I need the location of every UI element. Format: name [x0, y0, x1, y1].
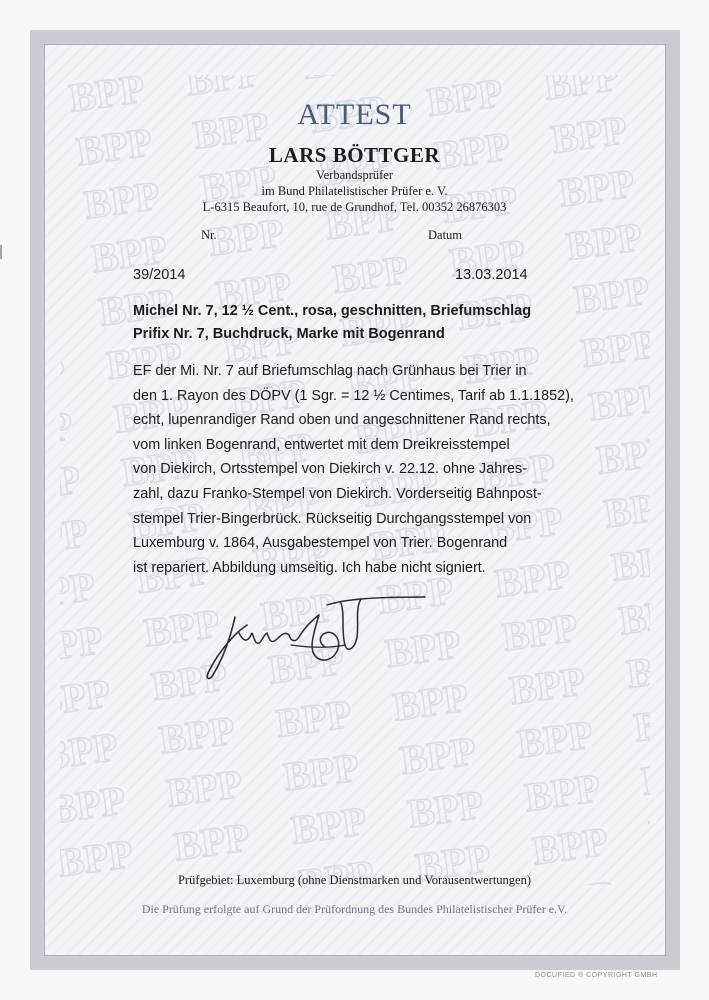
examiner-name: LARS BÖTTGER	[268, 143, 441, 167]
body-line: EF der Mi. Nr. 7 auf Briefumschlag nach Grünhaus bei Trier in	[133, 363, 527, 379]
body-line: stempel Trier-Bingerbrück. Rückseitig Durchgangsstempel von	[133, 510, 532, 527]
examiner-organization: im Bund Philatelistischer Prüfer e. V.	[261, 184, 448, 198]
stamp-subject	[133, 300, 583, 346]
body-line: vom linken Bogenrand, entwertet mit dem Dreikreisstempel	[133, 436, 510, 453]
examiner-role: Verbandsprüfer	[315, 168, 394, 182]
examination-scope: Prüfgebiet: Luxemburg (ohne Dienstmarken und Vorausentwertungen)	[177, 873, 532, 887]
body-line: ist repariert. Abbildung umseitig. Ich habe nicht signiert.	[133, 559, 486, 576]
body-line: den 1. Rayon des DÖPV (1 Sgr. = 12 ½ Centimes, Tarif ab 1.1.1852),	[133, 387, 574, 404]
handwritten-signature	[195, 575, 435, 695]
body-line: Luxemburg v. 1864, Ausgabestempel von Trier. Bogenrand	[133, 535, 508, 552]
examiner-address: L-6315 Beaufort, 10, rue de Grundhof, Tel. 00352 26876303	[202, 200, 507, 214]
certificate-title: ATTEST	[297, 98, 412, 131]
body-line: echt, lupenrandiger Rand oben und angeschnittener Rand rechts,	[133, 412, 551, 429]
body-line: zahl, dazu Franko-Stempel von Diekirch. Vorderseitig Bahnpost-	[133, 485, 542, 502]
punch-mark	[0, 245, 2, 259]
nr-value: 39/2014	[133, 267, 186, 283]
security-print-note: DOCUFIED ® COPYRIGHT GMBH	[535, 972, 658, 979]
body-line: von Diekirch, Ortsstempel von Diekirch v. 22.12. ohne Jahres-	[133, 461, 528, 478]
certificate-body	[133, 359, 573, 580]
datum-label: Datum	[428, 228, 463, 242]
subject-line: Prifix Nr. 7, Buchdruck, Marke mit Bogenrand	[133, 326, 445, 342]
nr-label: Nr.	[201, 228, 217, 242]
subject-line: Michel Nr. 7, 12 ½ Cent., rosa, geschnitten, Briefumschlag	[133, 303, 532, 319]
examination-rules-note: Die Prüfung erfolgte auf Grund der Prüfordnung des Bundes Philatelistischer Prüfer e.V.	[141, 902, 568, 916]
datum-value: 13.03.2014	[455, 267, 528, 283]
